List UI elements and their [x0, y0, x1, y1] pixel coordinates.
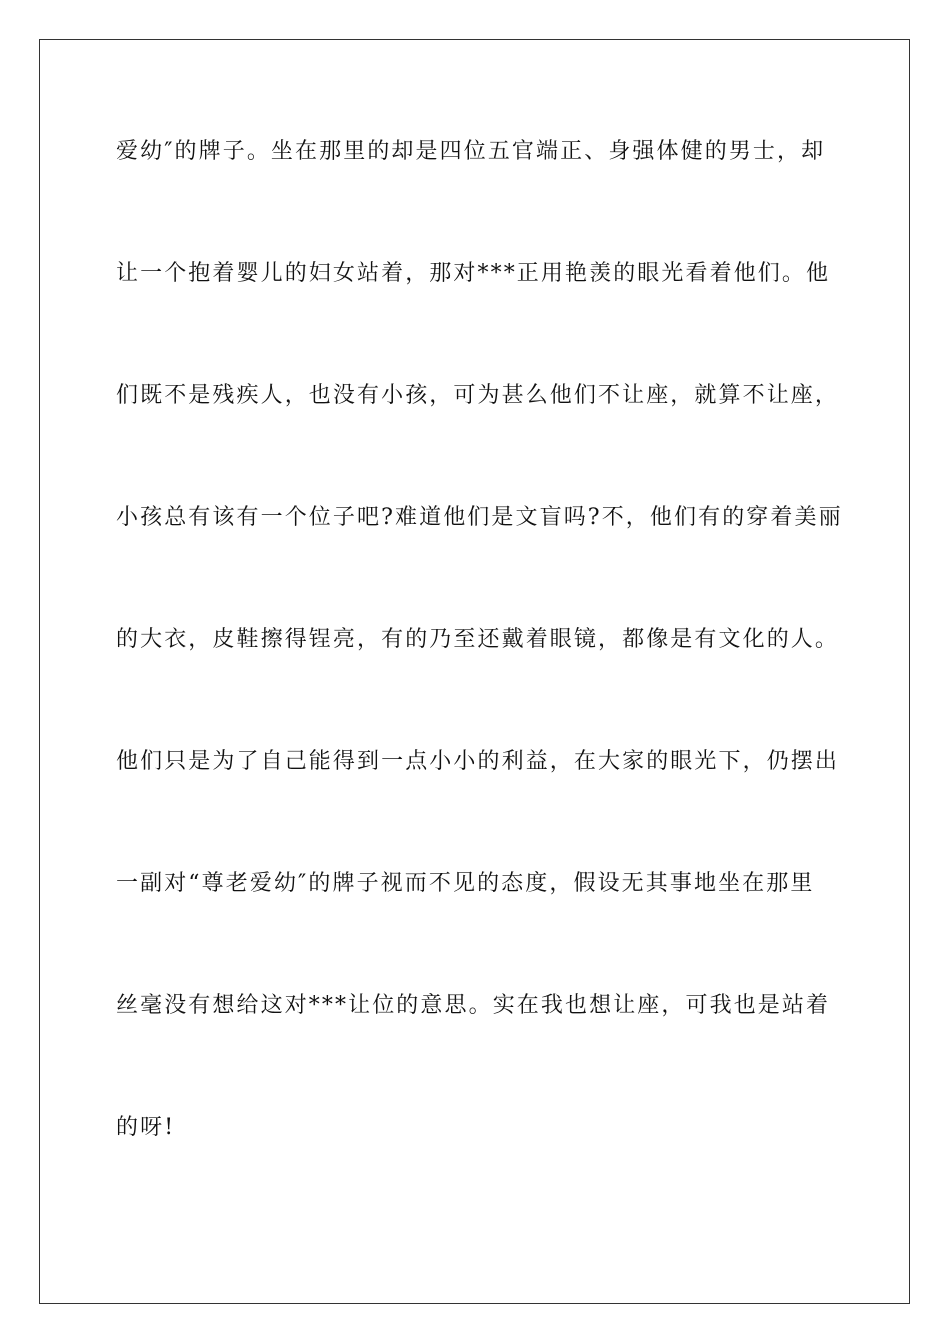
- document-body: [116, 130, 843, 1228]
- text-line-4: 小孩总有该有一个位子吧?难道他们是文盲吗?不，他们有的穿着美丽: [116, 505, 843, 530]
- text-line-5: 的大衣，皮鞋擦得锃亮，有的乃至还戴着眼镜，都像是有文化的人。: [116, 627, 840, 652]
- text-line-3: 们既不是残疾人，也没有小孩，可为甚么他们不让座，就算不让座，: [116, 383, 840, 408]
- text-line-2: 让一个抱着婴儿的妇女站着，那对***正用艳羡的眼光看着他们。他: [116, 261, 831, 286]
- text-line-9: 的呀!: [116, 1115, 176, 1140]
- text-line-1: 爱幼″的牌子。坐在那里的却是四位五官端正、身强体健的男士，却: [116, 139, 826, 164]
- text-line-7: 一副对“尊老爱幼″的牌子视而不见的态度，假设无其事地坐在那里: [116, 871, 815, 896]
- text-line-6: 他们只是为了自己能得到一点小小的利益，在大家的眼光下，仍摆出: [116, 749, 840, 774]
- text-line-8: 丝毫没有想给这对***让位的意思。实在我也想让座，可我也是站着: [116, 993, 831, 1018]
